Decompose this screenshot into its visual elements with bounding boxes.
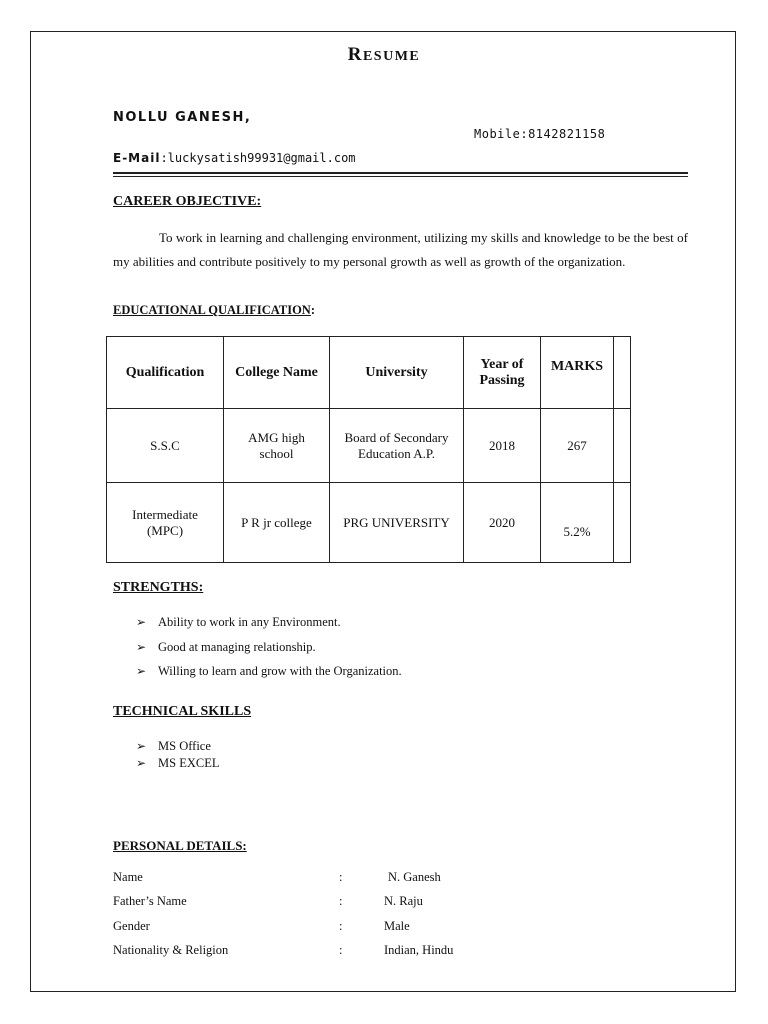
skills-list — [136, 738, 219, 772]
arrow-bullet-icon: ➢ — [136, 664, 147, 678]
personal-label: Nationality & Religion — [113, 943, 229, 957]
cell-college-text: AMG high school — [248, 429, 305, 461]
education-table — [106, 336, 631, 563]
technical-skills-heading: TECHNICAL SKILLS — [113, 704, 252, 719]
list-item — [136, 738, 219, 755]
education-heading-text: EDUCATIONAL QUALIFICATION — [113, 303, 311, 317]
table-row — [107, 483, 631, 563]
col-empty — [614, 337, 631, 409]
cell-qualification-text: Intermediate (MPC) — [132, 506, 198, 538]
col-year-of-passing — [464, 337, 541, 409]
strengths-list — [136, 612, 402, 686]
personal-label: Gender — [113, 919, 150, 933]
col-marks: MARKS — [541, 337, 614, 409]
cell-year: 2020 — [464, 483, 541, 563]
candidate-name: NOLLU GANESH, — [113, 110, 252, 125]
personal-label: Father’s Name — [113, 894, 187, 908]
email-value: :luckysatish99931@gmail.com — [160, 151, 356, 165]
header-rule-thick — [113, 172, 688, 174]
strength-text: Ability to work in any Environment. — [158, 615, 341, 629]
col-university: University — [330, 337, 464, 409]
cell-empty — [614, 409, 631, 483]
cell-university — [330, 409, 464, 483]
col-college-name: College Name — [224, 337, 330, 409]
strength-text: Good at managing relationship. — [158, 639, 316, 654]
career-objective-heading: CAREER OBJECTIVE: — [113, 194, 262, 209]
personal-value: N. Ganesh — [388, 870, 441, 884]
personal-value: Indian, Hindu — [384, 943, 454, 957]
list-item — [136, 755, 219, 772]
mobile-number: Mobile:8142821158 — [474, 127, 606, 141]
personal-separator: : — [339, 919, 343, 933]
education-heading-colon: : — [310, 303, 315, 317]
personal-value: N. Raju — [384, 894, 423, 908]
list-item — [136, 612, 402, 637]
list-item — [136, 661, 402, 686]
skill-text: MS Office — [158, 739, 211, 753]
strength-text: Willing to learn and grow with the Organization. — [158, 664, 402, 678]
cell-year: 2018 — [464, 409, 541, 483]
header-rule-thin — [113, 176, 688, 177]
arrow-bullet-icon: ➢ — [136, 739, 147, 753]
col-qualification: Qualification — [107, 337, 224, 409]
cell-university: PRG UNIVERSITY — [330, 483, 464, 563]
cell-college — [224, 409, 330, 483]
title-rest: ESUME — [362, 49, 421, 64]
arrow-bullet-icon: ➢ — [136, 615, 147, 629]
cell-marks: 267 — [541, 409, 614, 483]
personal-label: Name — [113, 870, 143, 884]
table-row — [107, 409, 631, 483]
cell-qualification: S.S.C — [107, 409, 224, 483]
personal-row-nationality — [113, 943, 573, 963]
cell-college: P R jr college — [224, 483, 330, 563]
cell-university-text: Board of Secondary Education A.P. — [344, 429, 449, 461]
list-item — [136, 637, 402, 662]
career-objective-body: To work in learning and challenging environment, utilizing my skills and knowledge to be the best of my abilities and contribute positively to my personal growth as well as growth of the organization. — [113, 230, 688, 269]
arrow-bullet-icon: ➢ — [136, 756, 147, 770]
personal-details-heading: PERSONAL DETAILS: — [113, 838, 247, 853]
personal-separator: : — [339, 870, 343, 884]
personal-row-name — [113, 870, 573, 890]
email-line — [113, 151, 356, 165]
career-objective-text — [113, 226, 688, 274]
email-label: E-Mail — [113, 151, 161, 165]
col-year-text: Year of Passing — [479, 356, 525, 388]
arrow-bullet-icon: ➢ — [136, 639, 147, 654]
skill-text: MS EXCEL — [158, 756, 220, 770]
cell-qualification — [107, 483, 224, 563]
education-heading — [113, 303, 315, 318]
personal-row-father — [113, 894, 573, 914]
personal-separator: : — [339, 943, 343, 957]
personal-value: Male — [384, 919, 410, 933]
cell-empty — [614, 483, 631, 563]
cell-marks: 5.2% — [541, 483, 614, 563]
strengths-heading: STRENGTHS: — [113, 580, 204, 595]
personal-row-gender — [113, 919, 573, 939]
table-header-row — [107, 337, 631, 409]
title-initial: R — [347, 44, 363, 65]
personal-separator: : — [339, 894, 343, 908]
resume-title — [0, 44, 768, 66]
